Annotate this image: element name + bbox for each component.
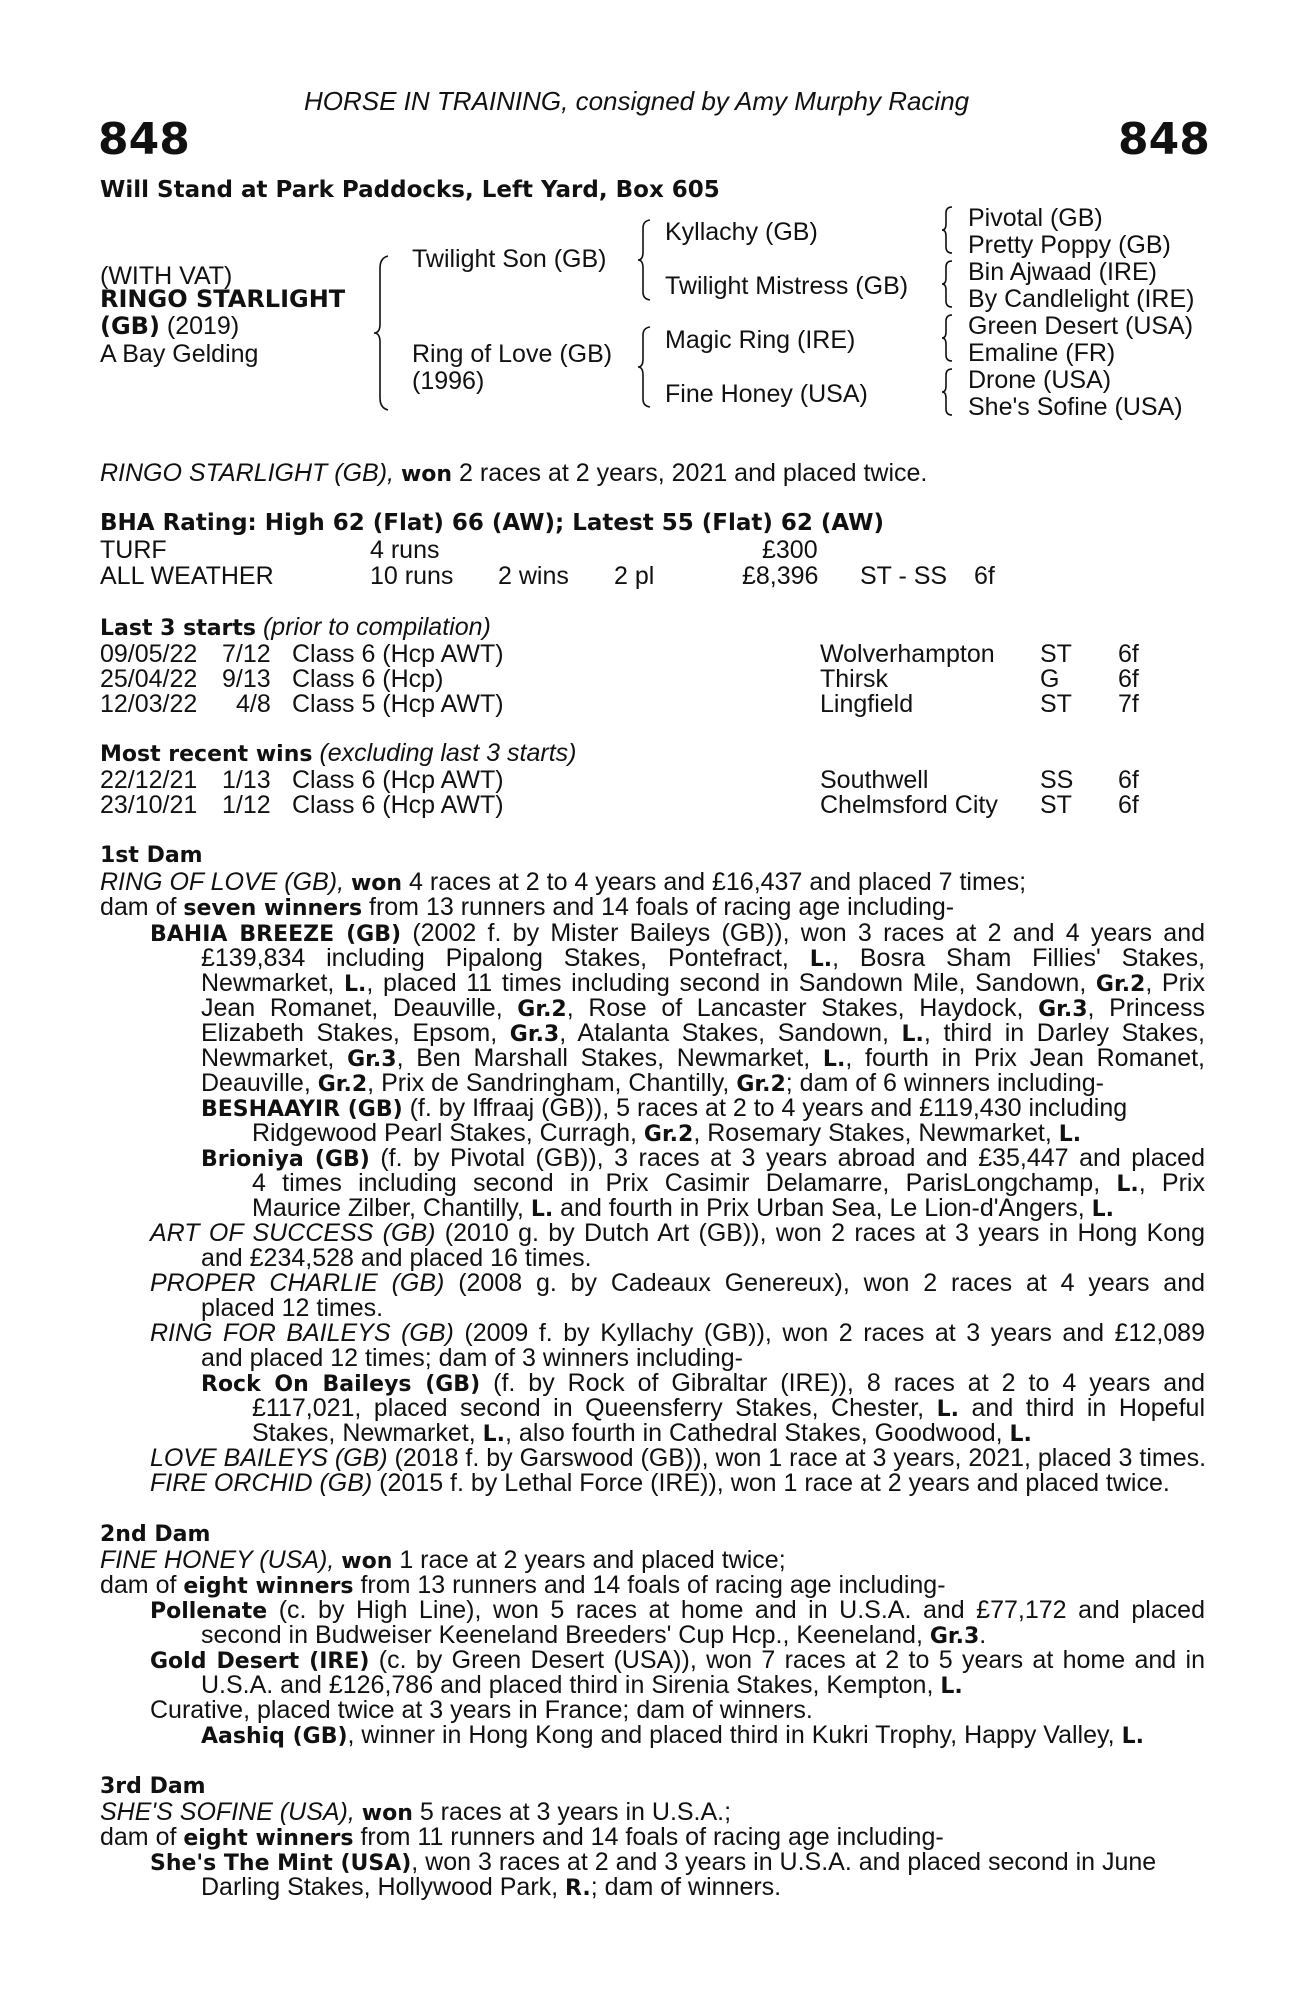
run-date: 12/03/22: [100, 690, 198, 718]
bahia-text: , placed 11 times including second in Sandown Mile, Sandown,: [366, 969, 1087, 997]
dam3-rest: 5 races at 3 years in U.S.A.;: [419, 1798, 732, 1826]
pedigree-brace-7: [940, 367, 956, 417]
listed-mark: L.: [1009, 1422, 1032, 1447]
rating-wins: 2 wins: [498, 562, 569, 590]
run-date: 09/05/22: [100, 640, 198, 668]
dam2-rest: 1 race at 2 years and placed twice;: [399, 1546, 786, 1574]
mint-line-2: [201, 1874, 781, 1902]
besh-text: (f. by Iffraaj (GB)), 5 races at 2 to 4 years and £119,430 including: [409, 1094, 1128, 1122]
pedigree-dam-sire: Magic Ring (IRE): [665, 326, 856, 354]
rating-distance: 6f: [974, 562, 995, 590]
listed-mark: L.: [940, 1674, 963, 1699]
recent-note: (excluding last 3 starts): [319, 739, 577, 767]
listed-mark: L.: [1091, 1197, 1115, 1222]
produce-love-baileys: [150, 1445, 1206, 1471]
horse-name: RINGO STARLIGHT: [100, 285, 346, 313]
run-position: 9/13: [222, 665, 271, 693]
restricted-mark: R.: [565, 1876, 591, 1901]
dam1-line-2: [100, 894, 954, 922]
dam1-winners-count: seven winners: [183, 896, 363, 921]
dam2-name: FINE HONEY (USA),: [100, 1546, 335, 1574]
produce-curative: Curative, placed twice at 3 years in France; dam of winners.: [150, 1696, 813, 1724]
pedigree-dam-dam: Fine Honey (USA): [665, 380, 868, 408]
pedigree-ssd: Pretty Poppy (GB): [968, 231, 1171, 259]
poll-text: second in Budweiser Keeneland Breeders' Cup Hcp., Keeneland,: [201, 1621, 923, 1649]
pedigree-sds: Bin Ajwaad (IRE): [968, 258, 1157, 286]
pedigree-dsd: Emaline (FR): [968, 339, 1116, 367]
listed-mark: L.: [901, 1022, 924, 1047]
pedigree-brace-5: [940, 259, 956, 309]
run-position: 4/8: [236, 690, 271, 718]
bahia-text: Newmarket,: [201, 1044, 335, 1072]
ring-name: RING FOR BAILEYS (GB): [150, 1319, 454, 1347]
run-going: ST: [1040, 690, 1072, 718]
pedigree-brace-3: [636, 325, 654, 409]
summary-horse-name: RINGO STARLIGHT (GB),: [100, 459, 394, 487]
rating-surface: ALL WEATHER: [100, 562, 274, 590]
bahia-text: , Bosra Sham Fillies' Stakes,: [832, 944, 1206, 972]
pedigree-dam: Ring of Love (GB): [412, 340, 613, 368]
run-class: Class 6 (Hcp): [292, 665, 444, 693]
dam1-won: won: [350, 871, 403, 896]
listed-mark: L.: [1116, 1172, 1139, 1197]
last3-title: Last 3 starts: [100, 616, 257, 641]
aash-name: Aashiq (GB): [201, 1724, 348, 1749]
produce-aashiq: [201, 1722, 1144, 1750]
ring-text: (2009 f. by Kyllachy (GB)), won 2 races at 3 years and £12,089: [464, 1319, 1205, 1347]
gold-text: U.S.A. and £126,786 and placed third in Sirenia Stakes, Kempton,: [201, 1671, 934, 1699]
win-going: SS: [1040, 766, 1074, 794]
rock-text: (f. by Rock of Gibraltar (IRE)), 8 races at 2 to 4 years and: [493, 1369, 1206, 1397]
brio-text: , Prix: [1138, 1169, 1205, 1197]
pedigree-brace-6: [940, 313, 956, 363]
besh-name: BESHAAYIR (GB): [201, 1097, 403, 1122]
win-position: 1/12: [222, 791, 271, 819]
bahia-text: Newmarket,: [201, 969, 335, 997]
pedigree-dss: Green Desert (USA): [968, 312, 1194, 340]
group-mark: Gr.2: [736, 1072, 786, 1097]
dam3-name: SHE'S SOFINE (USA),: [100, 1798, 355, 1826]
rock-text: £117,021, placed second in Queensferry Stakes, Chester,: [252, 1394, 925, 1422]
rock-text: Stakes, Newmarket,: [252, 1419, 476, 1447]
rating-placed: 2 pl: [614, 562, 655, 590]
listed-mark: L.: [482, 1422, 506, 1447]
bahia-text: Deauville,: [201, 1069, 311, 1097]
win-class: Class 6 (Hcp AWT): [292, 791, 504, 819]
listed-mark: L.: [936, 1397, 960, 1422]
rating-runs: 4 runs: [370, 536, 440, 564]
dam3-dam-of: dam of: [100, 1823, 177, 1851]
dam1-heading: 1st Dam: [100, 843, 203, 868]
bahia-text: ; dam of 6 winners including-: [785, 1069, 1104, 1097]
brio-text: 4 times including second in Prix Casimir Delamarre, ParisLongchamp,: [252, 1169, 1101, 1197]
gold-text: (c. by Green Desert (USA)), won 7 races at 2 to 5 years at home and in: [378, 1646, 1206, 1674]
listed-mark: L.: [822, 1047, 846, 1072]
horse-description: A Bay Gelding: [100, 340, 259, 368]
recent-wins-heading: [100, 740, 576, 768]
rock-name: Rock On Baileys (GB): [201, 1372, 481, 1397]
dam3-winners-count: eight winners: [183, 1826, 354, 1851]
last3-heading: [100, 614, 491, 642]
bahia-text: , Prix de Sandringham, Chantilly,: [367, 1069, 730, 1097]
pedigree-brace-4: [940, 205, 956, 255]
listed-mark: L.: [344, 972, 367, 997]
run-distance: 7f: [1118, 690, 1139, 718]
group-mark: Gr.3: [509, 1022, 560, 1047]
group-mark: Gr.2: [1095, 972, 1146, 997]
lot-number-right: 848: [1118, 114, 1210, 165]
run-class: Class 6 (Hcp AWT): [292, 640, 504, 668]
ring-line-2: and placed 12 times; dam of 3 winners including-: [201, 1344, 743, 1372]
fire-name: FIRE ORCHID (GB): [150, 1469, 373, 1497]
poll-text: (c. by High Line), won 5 races at home and in U.S.A. and £77,172 and placed: [278, 1596, 1205, 1624]
last3-note: (prior to compilation): [262, 613, 491, 641]
pedigree-sdd: By Candlelight (IRE): [968, 285, 1195, 313]
mint-name: She's The Mint (USA): [150, 1851, 412, 1876]
dam2-winners-count: eight winners: [183, 1574, 354, 1599]
dam1-dam-of: dam of: [100, 893, 177, 921]
pedigree-brace-1: [372, 254, 392, 412]
bahia-text: , Rose of Lancaster Stakes, Haydock,: [566, 994, 1024, 1022]
produce-fire-orchid: [150, 1470, 1170, 1496]
run-course: Wolverhampton: [820, 640, 995, 668]
horse-year: (2019): [166, 312, 240, 340]
stand-location: Will Stand at Park Paddocks, Left Yard, Box 605: [100, 177, 720, 203]
pedigree-sire: Twilight Son (GB): [412, 245, 607, 273]
dam3-runners: from 11 runners and 14 foals of racing age including-: [360, 1823, 944, 1851]
win-going: ST: [1040, 791, 1072, 819]
bahia-text: , Ben Marshall Stakes, Newmarket,: [396, 1044, 811, 1072]
consignment-line: HORSE IN TRAINING, consigned by Amy Murphy Racing: [304, 86, 970, 116]
pedigree-brace-2: [636, 218, 654, 302]
rating-surface: TURF: [100, 536, 167, 564]
run-position: 7/12: [222, 640, 271, 668]
pedigree-ddd: She's Sofine (USA): [968, 393, 1183, 421]
win-distance: 6f: [1118, 791, 1139, 819]
group-mark: Gr.3: [347, 1047, 397, 1072]
recent-title: Most recent wins: [100, 742, 313, 767]
aash-text: , winner in Hong Kong and placed third in Kukri Trophy, Happy Valley,: [347, 1721, 1115, 1749]
bahia-text: (2002 f. by Mister Baileys (GB)), won 3 races at 2 and 4 years and: [412, 919, 1206, 947]
race-summary: [100, 460, 927, 488]
pedigree-dam-year: (1996): [412, 367, 485, 395]
brio-name: Brioniya (GB): [201, 1147, 370, 1172]
run-going: ST: [1040, 640, 1072, 668]
poll-text: .: [979, 1621, 987, 1649]
bahia-text: , Princess: [1087, 994, 1205, 1022]
listed-mark: L.: [530, 1197, 554, 1222]
group-mark: Gr.2: [643, 1122, 694, 1147]
win-position: 1/13: [222, 766, 271, 794]
pedigree-sire-dam: Twilight Mistress (GB): [665, 272, 909, 300]
run-class: Class 5 (Hcp AWT): [292, 690, 504, 718]
gold-name: Gold Desert (IRE): [150, 1649, 370, 1674]
rating-runs: 10 runs: [370, 562, 454, 590]
dam3-heading: 3rd Dam: [100, 1774, 206, 1799]
bahia-text: , third in Darley Stakes,: [923, 1019, 1205, 1047]
dam2-dam-of: dam of: [100, 1571, 177, 1599]
pedigree-sire-sire: Kyllachy (GB): [665, 218, 818, 246]
run-date: 25/04/22: [100, 665, 198, 693]
dam1-rest: 4 races at 2 to 4 years and £16,437 and placed 7 times;: [409, 868, 1027, 896]
mint-text: ; dam of winners.: [590, 1873, 782, 1901]
brio-text: and fourth in Prix Urban Sea, Le Lion-d'Angers,: [560, 1194, 1085, 1222]
group-mark: Gr.2: [517, 997, 567, 1022]
prop-line-1: [150, 1270, 1205, 1296]
besh-text: Ridgewood Pearl Stakes, Curragh,: [252, 1119, 637, 1147]
poll-name: Pollenate: [150, 1599, 268, 1624]
win-date: 23/10/21: [100, 791, 198, 819]
besh-text: , Rosemary Stakes, Newmarket,: [693, 1119, 1052, 1147]
rock-text: and third in Hopeful: [971, 1394, 1205, 1422]
mint-text: , won 3 races at 2 and 3 years in U.S.A. and placed second in June: [411, 1848, 1157, 1876]
bahia-text: , Atalanta Stakes, Sandown,: [559, 1019, 889, 1047]
rating-going: ST - SS: [860, 562, 948, 590]
ring-line-1: [150, 1320, 1205, 1346]
bahia-text: Elizabeth Stakes, Epsom,: [201, 1019, 498, 1047]
prop-line-2: placed 12 times.: [201, 1294, 384, 1322]
win-course: Southwell: [820, 766, 929, 794]
lot-number-left: 848: [98, 114, 190, 165]
bahia-text: Jean Romanet, Deauville,: [201, 994, 503, 1022]
group-mark: Gr.3: [1038, 997, 1088, 1022]
love-name: LOVE BAILEYS (GB): [150, 1444, 388, 1472]
prop-name: PROPER CHARLIE (GB): [150, 1269, 445, 1297]
run-course: Thirsk: [820, 665, 889, 693]
rating-earnings: £300: [762, 536, 818, 564]
art-line-1: [150, 1220, 1205, 1246]
horse-country-year: [100, 312, 239, 341]
rating-earnings: £8,396: [742, 562, 819, 590]
art-line-2: and £234,528 and placed 16 times.: [201, 1244, 592, 1272]
win-distance: 6f: [1118, 766, 1139, 794]
rock-text: , also fourth in Cathedral Stakes, Goodwood,: [505, 1419, 1003, 1447]
mint-text: Darling Stakes, Hollywood Park,: [201, 1873, 559, 1901]
bahia-name: BAHIA BREEZE (GB): [150, 922, 402, 947]
bahia-text: , Prix: [1145, 969, 1205, 997]
run-course: Lingfield: [820, 690, 914, 718]
run-distance: 6f: [1118, 640, 1139, 668]
fire-text: (2015 f. by Lethal Force (IRE)), won 1 race at 2 years and placed twice.: [379, 1469, 1170, 1497]
summary-won: won: [400, 462, 453, 487]
horse-country: (GB): [100, 312, 160, 340]
dam1-name: RING OF LOVE (GB),: [100, 868, 345, 896]
prop-text: (2008 g. by Cadeaux Genereux), won 2 races at 4 years and: [458, 1269, 1206, 1297]
dam1-runners: from 13 runners and 14 foals of racing age including-: [369, 893, 955, 921]
love-text: (2018 f. by Garswood (GB)), won 1 race at 3 years, 2021, placed 3 times.: [394, 1444, 1207, 1472]
listed-mark: L.: [1058, 1122, 1082, 1147]
win-course: Chelmsford City: [820, 791, 998, 819]
listed-mark: L.: [809, 947, 833, 972]
pedigree-sss: Pivotal (GB): [968, 204, 1103, 232]
vat-note: (WITH VAT): [100, 262, 233, 290]
art-text: (2010 g. by Dutch Art (GB)), won 2 races at 3 years in Hong Kong: [444, 1219, 1205, 1247]
brio-text: (f. by Pivotal (GB)), 3 races at 3 years abroad and £35,447 and placed: [380, 1144, 1205, 1172]
bahia-text: £139,834 including Pipalong Stakes, Pontefract,: [201, 944, 789, 972]
dam3-won: won: [361, 1801, 413, 1826]
art-name: ART OF SUCCESS (GB): [150, 1219, 436, 1247]
listed-mark: L.: [1121, 1724, 1144, 1749]
dam2-runners: from 13 runners and 14 foals of racing age including-: [360, 1571, 946, 1599]
win-class: Class 6 (Hcp AWT): [292, 766, 504, 794]
pedigree-dds: Drone (USA): [968, 366, 1112, 394]
win-date: 22/12/21: [100, 766, 198, 794]
group-mark: Gr.3: [929, 1624, 980, 1649]
run-going: G: [1040, 665, 1060, 693]
bahia-text: , fourth in Prix Jean Romanet,: [845, 1044, 1206, 1072]
group-mark: Gr.2: [317, 1072, 368, 1097]
bha-rating-heading: BHA Rating: High 62 (Flat) 66 (AW); Latest 55 (Flat) 62 (AW): [100, 510, 885, 536]
brio-text: Maurice Zilber, Chantilly,: [252, 1194, 524, 1222]
summary-rest: 2 races at 2 years, 2021 and placed twice.: [459, 459, 928, 487]
run-distance: 6f: [1118, 665, 1139, 693]
dam2-won: won: [341, 1549, 393, 1574]
dam2-heading: 2nd Dam: [100, 1522, 211, 1547]
